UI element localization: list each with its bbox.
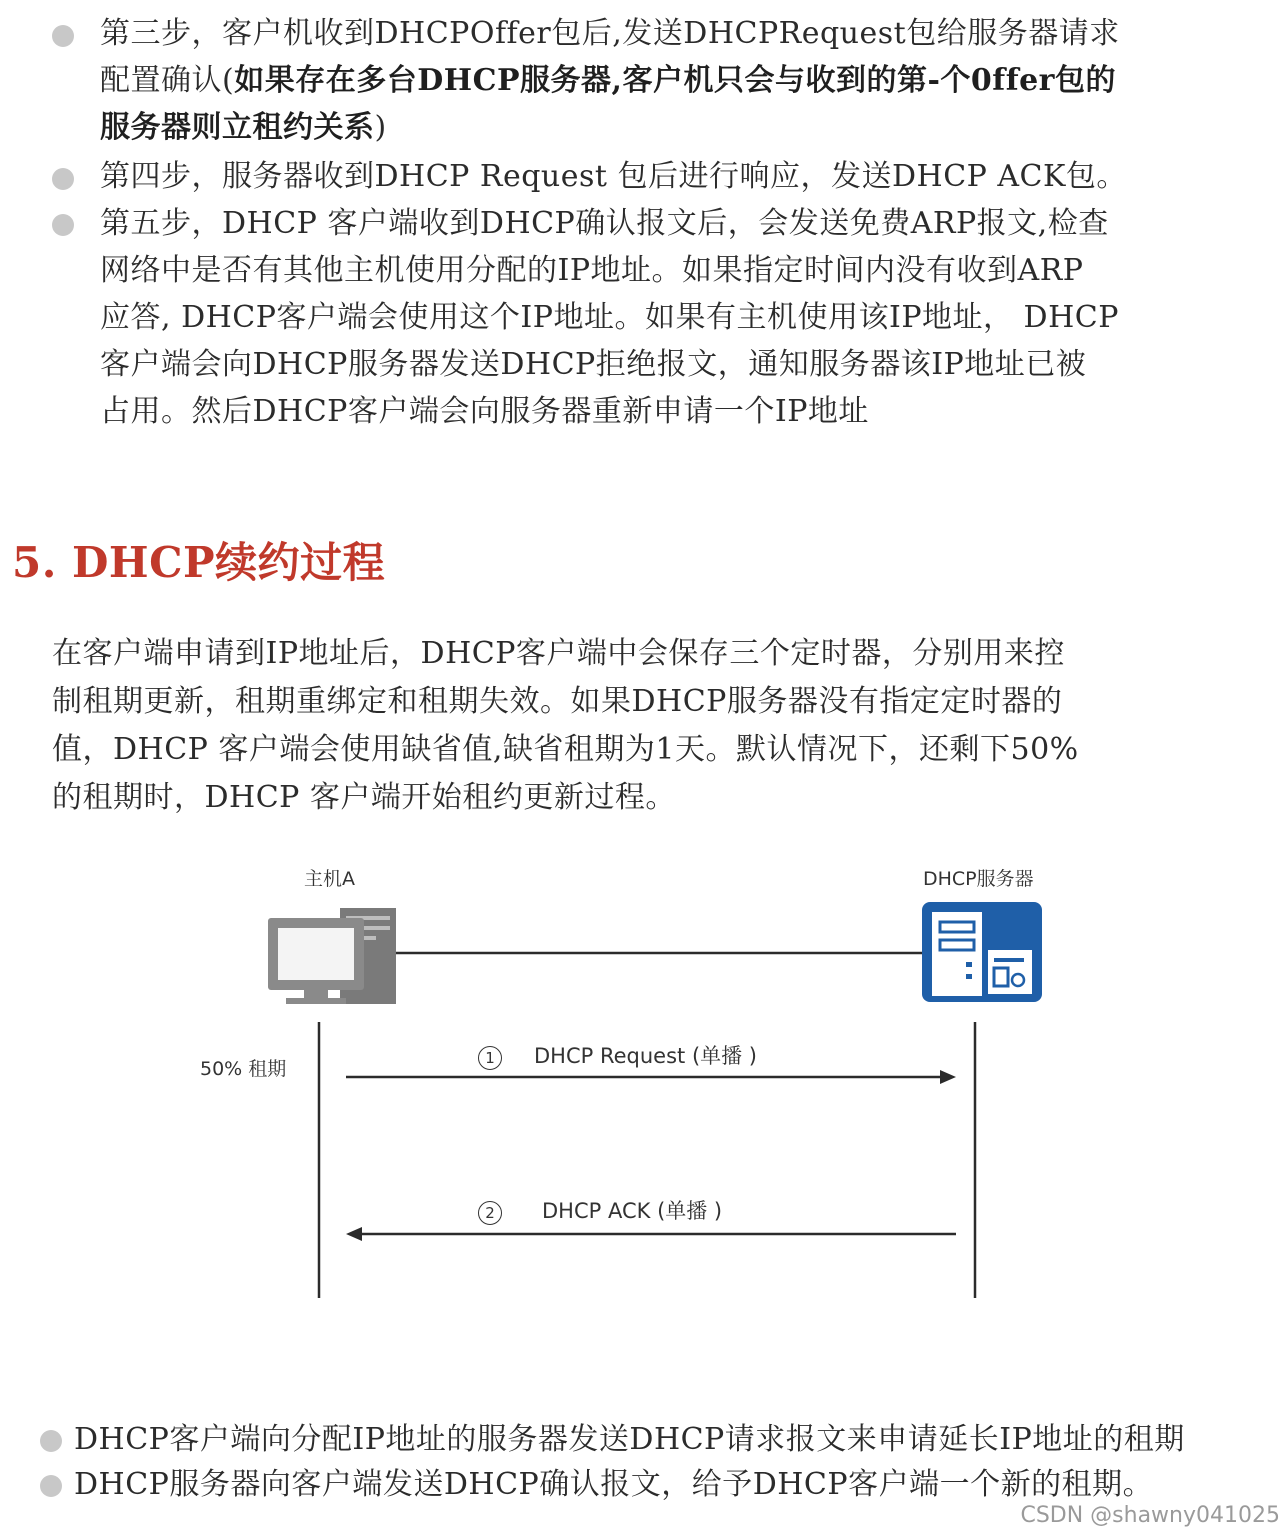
step-number-badge: 1: [478, 1046, 502, 1070]
bullet-dot: [52, 214, 74, 236]
step3-line2: [100, 57, 1116, 104]
section-paragraph: [52, 630, 1232, 822]
paragraph-line: 值，DHCP 客户端会使用缺省值,缺省租期为1天。默认情况下，还剩下50%: [52, 732, 1079, 767]
diagram-canvas: [0, 850, 1284, 1320]
paragraph-line: 的租期时，DHCP 客户端开始租约更新过程。: [52, 780, 676, 815]
bullet-dot: [52, 25, 74, 47]
step5-line: 客户端会向DHCP服务器发送DHCP拒绝报文，通知服务器该IP地址已被: [100, 347, 1087, 382]
step3-line2-plain: 配置确认(: [100, 63, 235, 98]
summary-line: DHCP服务器向客户端发送DHCP确认报文，给予DHCP客户端一个新的租期。: [74, 1467, 1154, 1502]
watermark: CSDN @shawny041025: [1020, 1503, 1280, 1528]
ack-label: DHCP ACK (单播 ): [542, 1199, 723, 1223]
step3-line1: 第三步，客户机收到DHCPOffer包后,发送DHCPRequest包给服务器请求: [100, 16, 1120, 51]
step3-line3-bold: 服务器则立租约关系: [100, 110, 375, 145]
section-heading: 5. DHCP续约过程: [12, 538, 386, 587]
bullet-dot: [40, 1430, 62, 1452]
computer-icon: [268, 908, 396, 1004]
server-icon: [922, 902, 1042, 1002]
step5-line: 网络中是否有其他主机使用分配的IP地址。如果指定时间内没有收到ARP: [100, 253, 1084, 288]
paragraph-line: 在客户端申请到IP地址后，DHCP客户端中会保存三个定时器，分别用来控: [52, 636, 1065, 671]
step3-line3: [100, 104, 387, 151]
lease-label: 50% 租期: [200, 1058, 287, 1080]
step5-line: 占用。然后DHCP客户端会向服务器重新申请一个IP地址: [100, 394, 869, 429]
step5-line: 应答, DHCP客户端会使用这个IP地址。如果有主机使用该IP地址， DHCP: [100, 300, 1119, 335]
request-label: DHCP Request (单播 ): [534, 1044, 758, 1068]
summary-line: DHCP客户端向分配IP地址的服务器发送DHCP请求报文来申请延长IP地址的租期: [74, 1422, 1185, 1457]
step-number-badge: 2: [478, 1201, 502, 1225]
step3-line2-bold: 如果存在多台DHCP服务器,客户机只会与收到的第-个0ffer包的: [234, 63, 1116, 98]
paragraph-line: 制租期更新，租期重绑定和租期失效。如果DHCP服务器没有指定定时器的: [52, 684, 1063, 719]
step5-line: 第五步，DHCP 客户端收到DHCP确认报文后，会发送免费ARP报文,检查: [100, 206, 1109, 241]
step3-line3-plain: ): [374, 110, 387, 145]
step4-line1: 第四步，服务器收到DHCP Request 包后进行响应，发送DHCP ACK包。: [100, 159, 1127, 194]
host-label: 主机A: [304, 868, 355, 890]
renewal-diagram: [0, 850, 1284, 1320]
server-label: DHCP服务器: [923, 868, 1034, 890]
bullet-dot: [52, 168, 74, 190]
request-arrow: [346, 1070, 956, 1084]
ack-arrow: [346, 1227, 956, 1241]
bullet-dot: [40, 1475, 62, 1497]
